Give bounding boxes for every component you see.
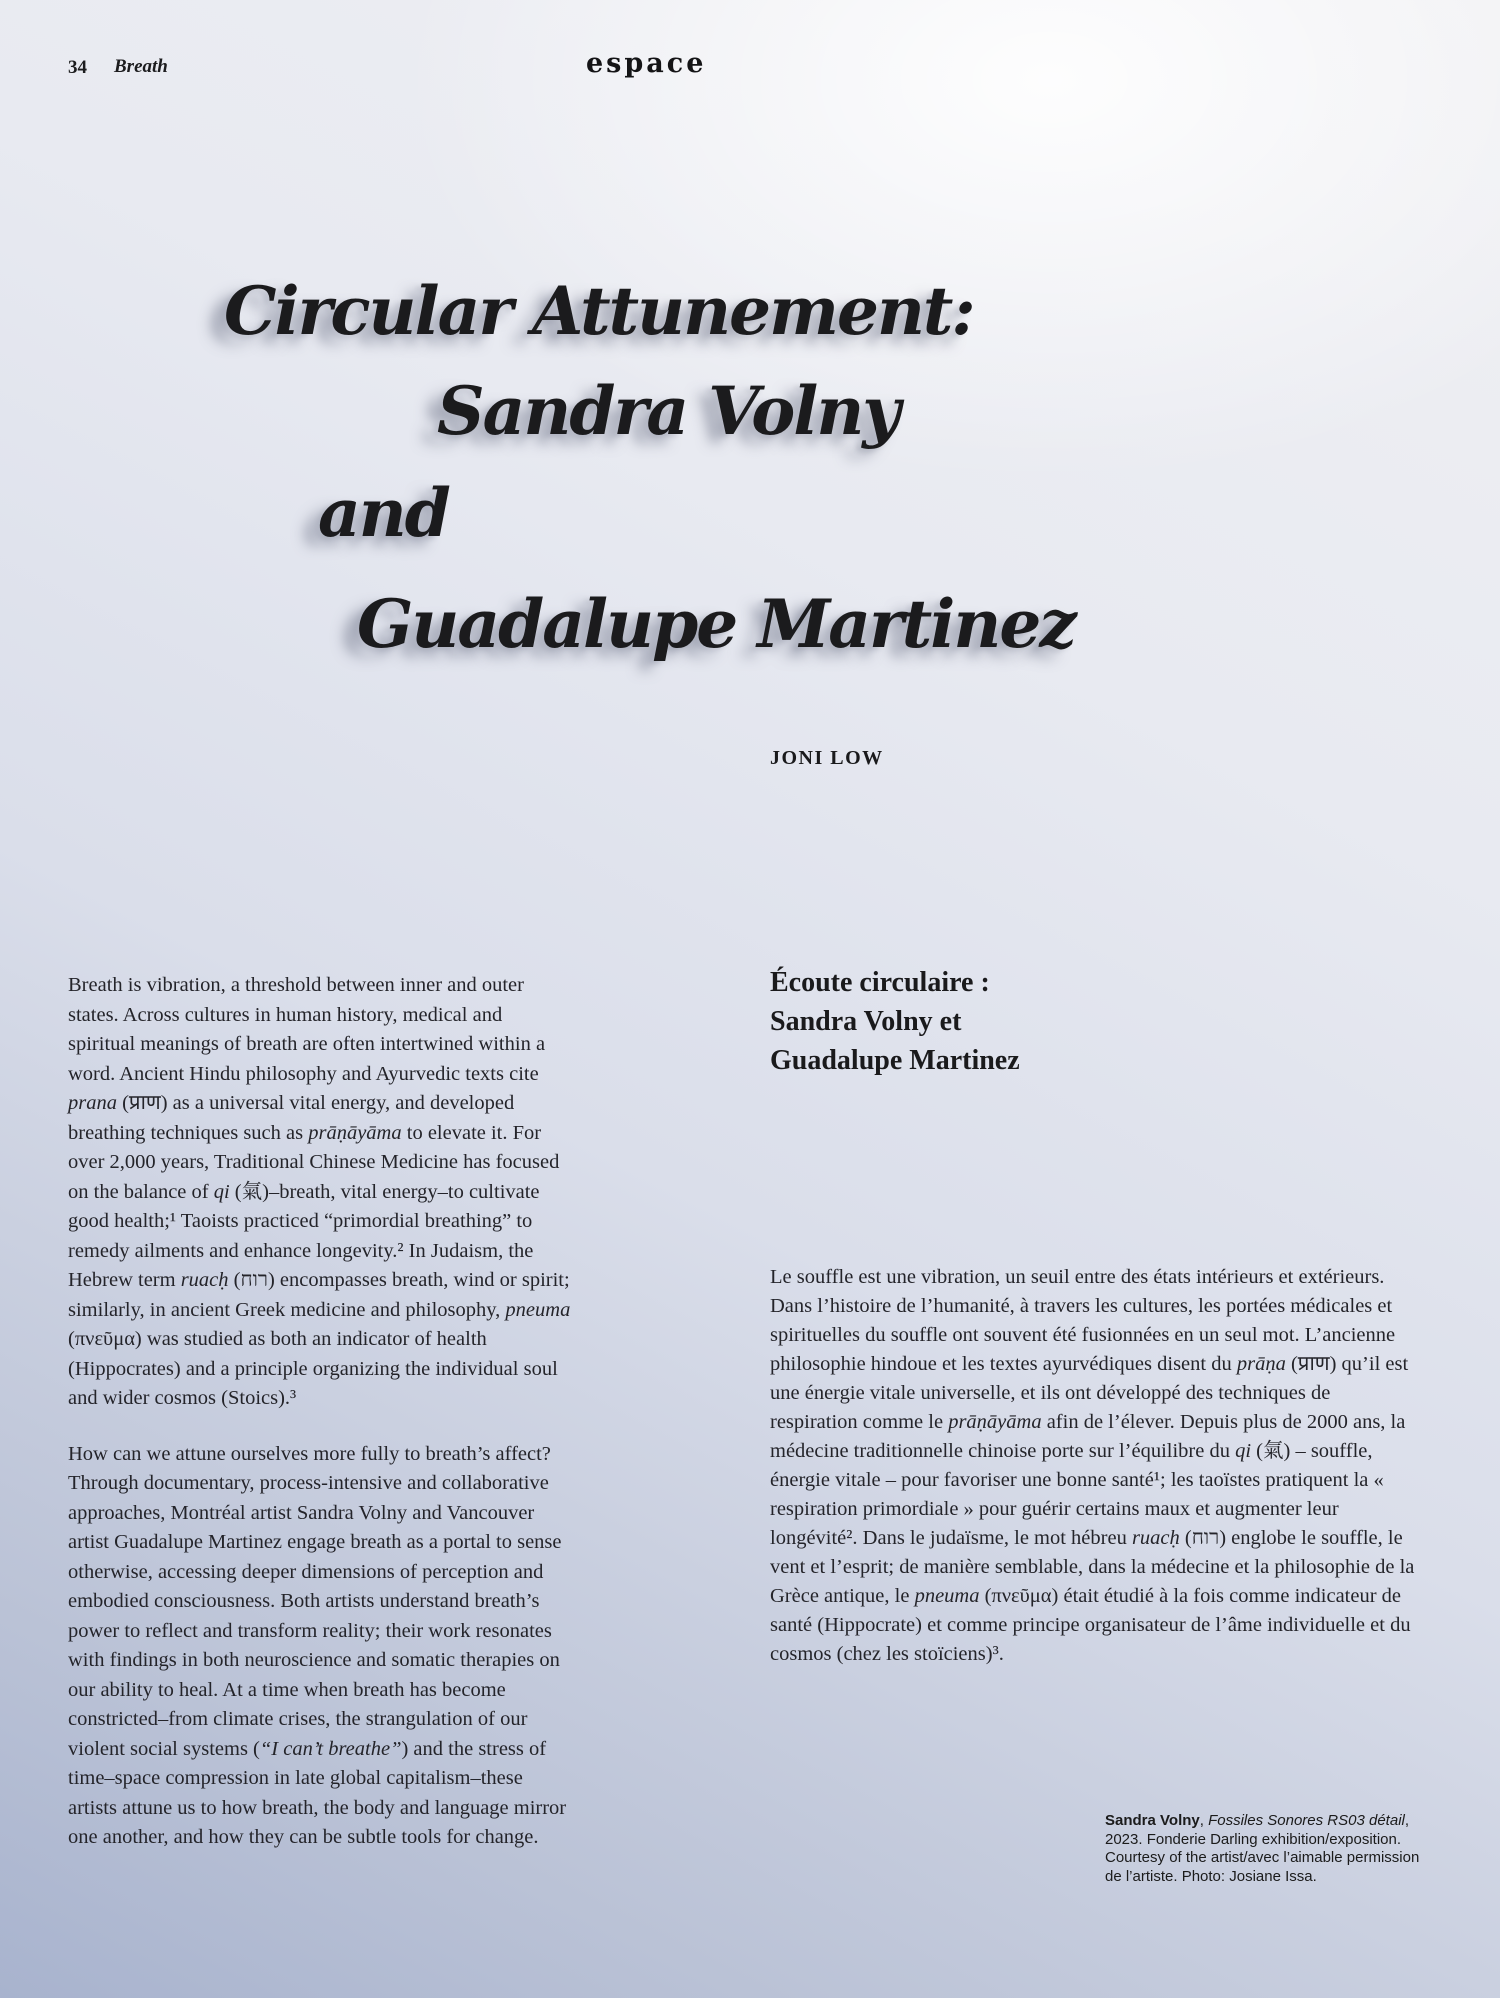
english-paragraph: Breath is vibration, a threshold between inner and outer states. Across cultures in human history, medical and spiritual meanings of breath are often intertwined within a word. Ancient Hindu philosophy and Ayurvedic texts cite prana (प्राण) as a universal vital energy, and developed breathing techniques such as prāṇāyāma to elevate it. For over 2,000 years, Traditional Chinese Medicine has focused on the balance of qi (氣)–breath, vital energy–to cultivate good health;¹ Taoists practiced “primordial breathing” to remedy ailments and enhance longevity.² In Judaism, the Hebrew term ruacḥ (רוח) encompasses breath, wind or spirit; similarly, in ancient Greek medicine and philosophy, pneuma (πνεῦμα) was studied as both an indicator of health (Hippocrates) and a principle organizing the individual soul and wider cosmos (Stoics).³	[68, 974, 571, 1409]
english-paragraph: How can we attune ourselves more fully to breath’s affect? Through documentary, process-intensive and collaborative approaches, Montréal artist Sandra Volny and Vancouver artist Guadalupe Martinez engage breath as a portal to sense otherwise, accessing deeper dimensions of perception and embodied consciousness. Both artists understand breath’s power to reflect and transform reality; their work resonates with findings in both neuroscience and somatic therapies on our ability to heal. At a time when breath has become constricted–from climate crises, the strangulation of our violent social systems (“I can’t breathe”) and the stress of time–space compression in late global capitalism–these artists attune us to how breath, the body and language mirror one another, and how they can be subtle tools for change.	[68, 1442, 567, 1848]
article-title-line-1: Circular Attunement:	[224, 272, 974, 350]
french-heading	[770, 963, 1290, 1080]
article-title-line-2: Sandra Volny	[437, 372, 899, 450]
french-text-column	[770, 1263, 1418, 1669]
article-title-line-3: and	[318, 474, 449, 552]
section-title: Breath	[114, 56, 168, 77]
french-heading-line: Écoute circulaire :	[770, 967, 990, 998]
artwork-caption: Sandra Volny, Fossiles Sonores RS03 détail, 2023. Fonderie Darling exhibition/exposition. Courtesy of the artist/avec l’aimable permission de l’artiste. Photo: Josiane Issa.	[1105, 1812, 1420, 1885]
author-byline: JONI LOW	[770, 747, 884, 769]
french-paragraph: Le souffle est une vibration, un seuil entre des états intérieurs et extérieurs. Dans l’histoire de l’humanité, à travers les cultures, les portées médicales et spirituelles du souffle ont souvent été fusionnées en un seul mot. L’ancienne philosophie hindoue et les textes ayurvédiques disent du prāṇa (प्राण) qu’il est une énergie vitale universelle, et ils ont développé des techniques de respiration comme le prāṇāyāma afin de l’élever. Depuis plus de 2000 ans, la médecine traditionnelle chinoise porte sur l’équilibre du qi (氣) – souffle, énergie vitale – pour favoriser une bonne santé¹; les taoïstes pratiquent la « respiration primordiale » pour guérir certains maux et augmenter leur longévité². Dans le judaïsme, le mot hébreu ruacḥ (רוח) englobe le souffle, le vent et l’esprit; de manière semblable, dans la médecine et la philosophie de la Grèce antique, le pneuma (πνεῦμα) était étudié à la fois comme indicateur de santé (Hippocrate) et comme principe organisateur de l’âme individuelle et du cosmos (chez les stoïciens)³.	[770, 1266, 1415, 1665]
magazine-logo: espace	[586, 48, 707, 79]
page-number: 34	[68, 57, 87, 78]
english-text-column	[68, 971, 574, 1879]
french-heading-line: Guadalupe Martinez	[770, 1045, 1020, 1076]
french-heading-line: Sandra Volny et	[770, 1006, 962, 1037]
article-title-line-4: Guadalupe Martinez	[357, 585, 1075, 663]
